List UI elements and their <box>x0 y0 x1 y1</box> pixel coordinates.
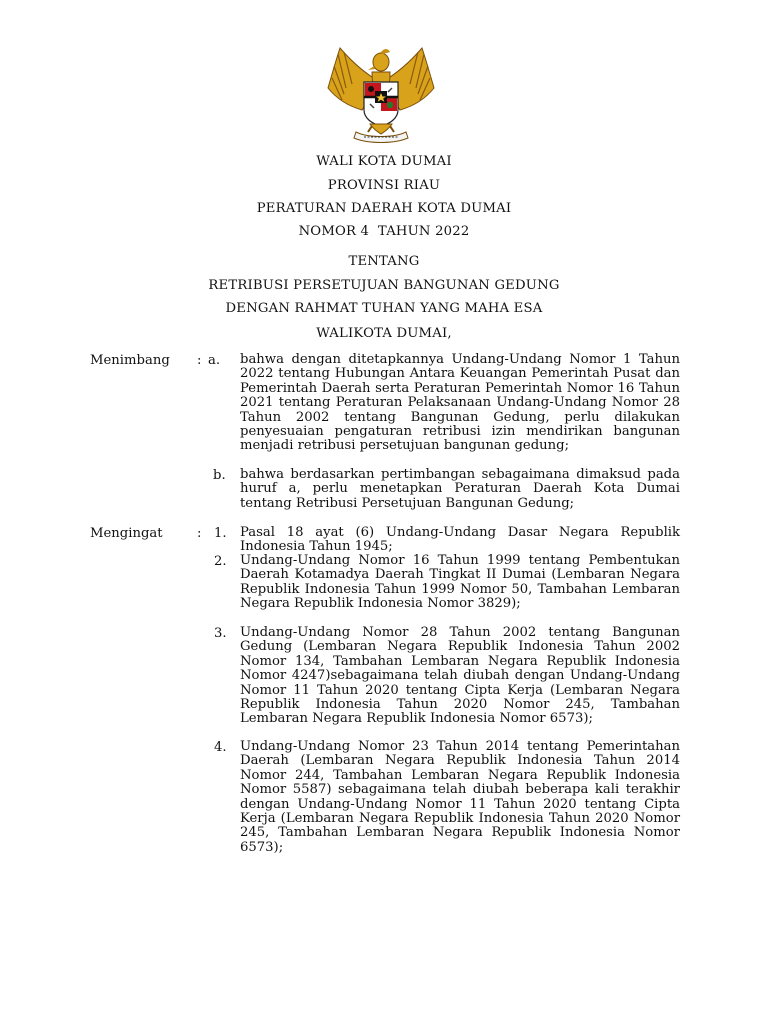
header-invocation: DENGAN RAHMAT TUHAN YANG MAHA ESA <box>225 301 543 316</box>
menimbang-item-a: bahwa dengan ditetapkannya Undang-Undang Nomor 1 Tahun 2022 tentang Hubungan Antara Keuangan Pemerintah Pusat dan Pemerintah Daerah serta Peraturan Pemerintah Nomor 16 Tahun 2021 tentang Peraturan Pelaksanaan Undang-Undang Nomor 28 Tahun 2002 tentang Bangunan Gedung, perlu dilakukan penyesuaian pengaturan retribusi izin mendirikan bangunan menjadi retribusi persetujuan bangunan gedung; <box>240 352 680 454</box>
menimbang-marker-b: b. <box>213 468 226 483</box>
menimbang-item-b: bahwa berdasarkan pertimbangan sebagaimana dimaksud pada huruf a, perlu menetapkan Peraturan Daerah Kota Dumai tentang Retribusi Persetujuan Bangunan Gedung; <box>240 467 680 511</box>
mengingat-label: Mengingat <box>90 526 163 541</box>
menimbang-marker-a: a. <box>208 353 221 368</box>
mengingat-item-4: Undang-Undang Nomor 23 Tahun 2014 tentang Pemerintahan Daerah (Lembaran Negara Republik Indonesia Tahun 2014 Nomor 244, Tambahan Lembaran Negara Republik Indonesia Nomor 5587) sebagaimana telah diubah beberapa kali terakhir dengan Undang-Undang Nomor 11 Tahun 2020 tentang Cipta Kerja (Lembaran Negara Republik Indonesia Tahun 2020 Nomor 245, Tambahan Lembaran Negara Republik Indonesia Nomor 6573); <box>240 739 680 855</box>
header-regent-title: WALI KOTA DUMAI <box>316 154 452 169</box>
header-issuer: WALIKOTA DUMAI, <box>316 326 452 341</box>
garuda-emblem-icon <box>322 44 440 144</box>
header-province: PROVINSI RIAU <box>327 178 441 193</box>
mengingat-marker-2: 2. <box>214 554 227 569</box>
mengingat-colon: : <box>197 526 202 541</box>
header-regulation-type: PERATURAN DAERAH KOTA DUMAI <box>256 201 512 216</box>
mengingat-marker-1: 1. <box>214 526 227 541</box>
mengingat-marker-3: 3. <box>214 626 227 641</box>
menimbang-colon: : <box>197 353 202 368</box>
garuda-emblem <box>322 44 440 144</box>
menimbang-label: Menimbang <box>90 353 170 368</box>
header-about: TENTANG <box>348 254 420 269</box>
mengingat-item-3: Undang-Undang Nomor 28 Tahun 2002 tentang Bangunan Gedung (Lembaran Negara Republik Indonesia Tahun 2002 Nomor 134, Tambahan Lembaran Negara Republik Indonesia Nomor 4247)sebagaimana telah diubah dengan Undang-Undang Nomor 11 Tahun 2020 tentang Cipta Kerja (Lembaran Negara Republik Indonesia Tahun 2020 Nomor 245, Tambahan Lembaran Negara Republik Indonesia Nomor 6573); <box>240 625 680 727</box>
mengingat-item-1: Pasal 18 ayat (6) Undang-Undang Dasar Negara Republik Indonesia Tahun 1945; <box>240 525 680 555</box>
mengingat-marker-4: 4. <box>214 740 227 755</box>
mengingat-item-2: Undang-Undang Nomor 16 Tahun 1999 tentang Pembentukan Daerah Kotamadya Daerah Tingkat II Dumai (Lembaran Negara Republik Indonesia Tahun 1999 Nomor 50, Tambahan Lembaran Negara Republik Indonesia Nomor 3829); <box>240 553 680 612</box>
header-subject: RETRIBUSI PERSETUJUAN BANGUNAN GEDUNG <box>208 278 560 293</box>
header-regulation-number: NOMOR 4 TAHUN 2022 <box>298 224 470 239</box>
